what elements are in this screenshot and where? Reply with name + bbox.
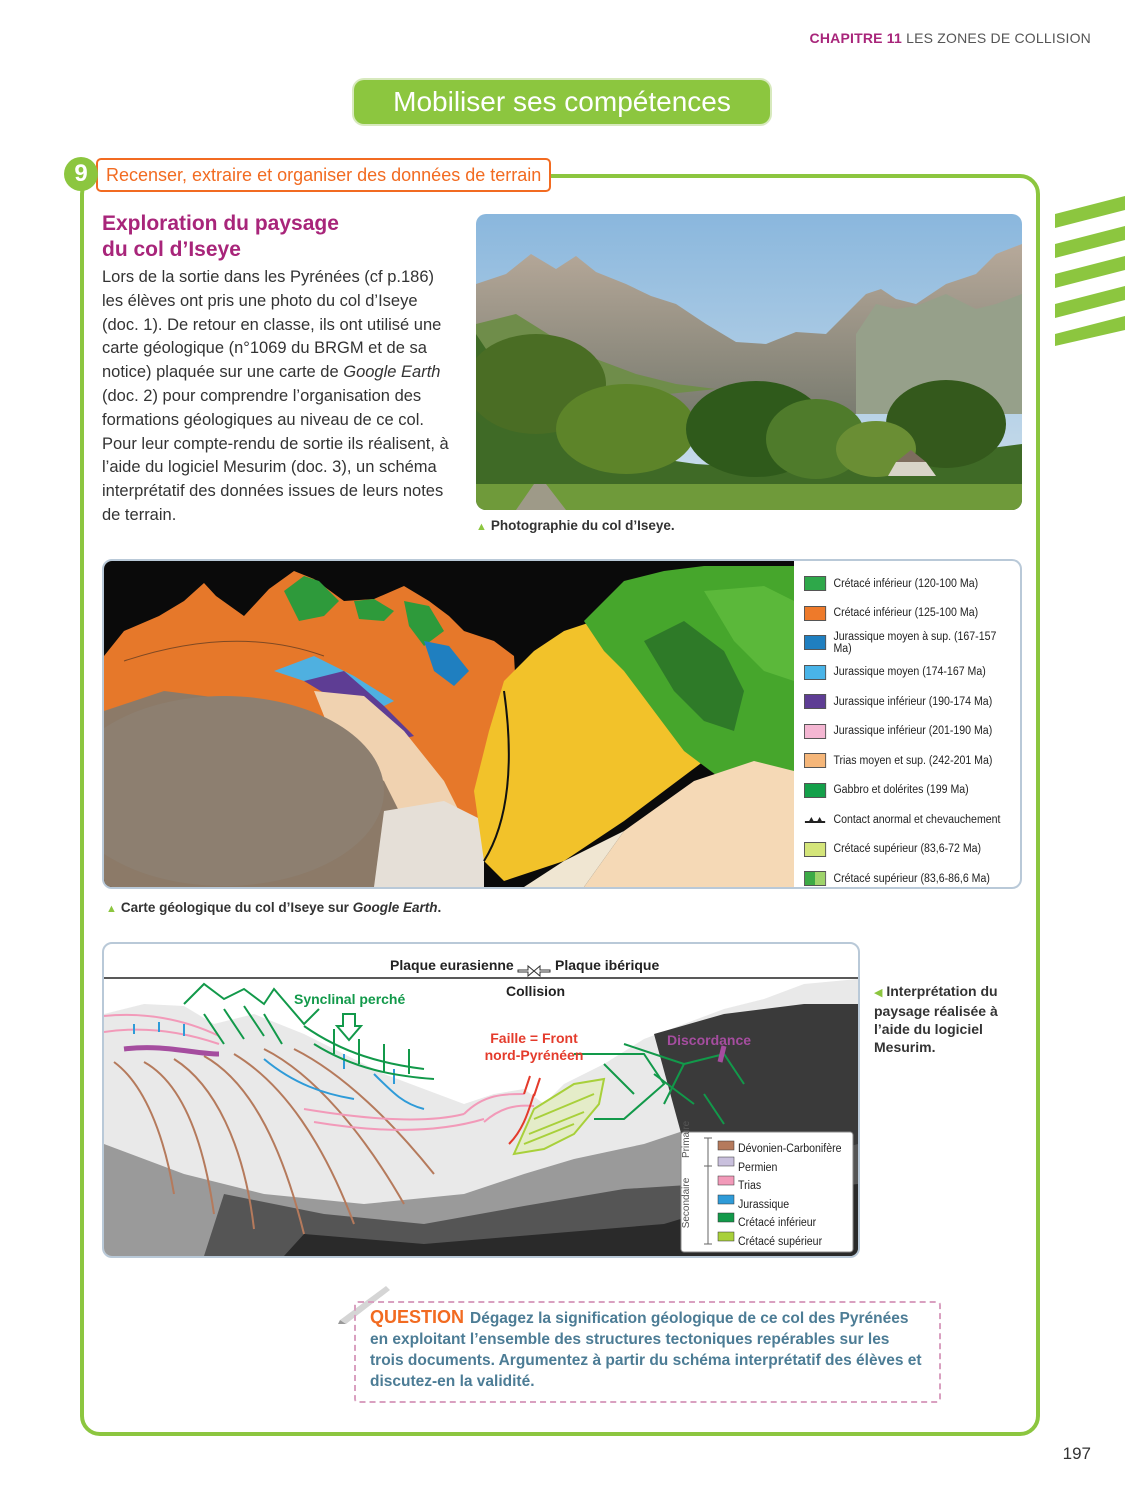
col-iseye-photo bbox=[476, 214, 1022, 510]
question-text: Dégagez la signification géologique de ce col des Pyrénées en exploitant l’ensemble des structures tectoniques repérables sur les trois documents. Argumentez à partir du schéma interprétatif des élèves et discutez-en la validité. bbox=[370, 1310, 922, 1390]
syncline-label: Synclinal perché bbox=[294, 991, 406, 1007]
legend-item bbox=[804, 717, 1002, 747]
legend-swatch bbox=[804, 665, 826, 680]
doc2-caption bbox=[106, 900, 441, 915]
discordance-label: Discordance bbox=[667, 1032, 752, 1048]
era-primaire-label: Primaire bbox=[681, 1120, 692, 1158]
doc1-caption-text: Photographie du col d’Iseye. bbox=[490, 518, 675, 533]
convergence-arrow-icon bbox=[518, 966, 534, 976]
legend-item bbox=[804, 658, 1002, 688]
doc3-caption-text: Interprétation du paysage réalisée à l’aide du logiciel Mesurim. bbox=[874, 983, 998, 1055]
legend-item bbox=[804, 628, 1002, 658]
legend-label: Jurassique inférieur (201-190 Ma) bbox=[833, 725, 993, 738]
geologic-map-legend bbox=[804, 569, 1019, 889]
doc2-caption-end: . bbox=[437, 900, 442, 915]
legend-item bbox=[804, 805, 1002, 835]
intro-text-part1: Lors de la sortie dans les Pyrénées (cf p.186) les élèves ont pris une photo du col d’Iseye (doc. 1). De retour en classe, ils ont utilisé une carte géologique (n°1069 du BRGM et de sa notice) plaquée sur une carte de bbox=[102, 268, 442, 382]
thrust-contact-icon bbox=[804, 813, 826, 827]
interpretive-schema-panel bbox=[102, 942, 860, 1258]
legend-label: Crétacé inférieur (120-100 Ma) bbox=[833, 577, 979, 590]
plate-eurasian-label: Plaque eurasienne bbox=[390, 957, 514, 973]
geologic-map-image bbox=[104, 561, 794, 887]
schema-legend-labels bbox=[738, 1140, 842, 1252]
decorative-stripes bbox=[1045, 196, 1125, 346]
legend-label: Gabbro et dolérites (199 Ma) bbox=[833, 784, 969, 797]
doc1-caption bbox=[476, 518, 675, 533]
caption-marker-icon: ◀ bbox=[874, 987, 883, 999]
exercise-number: 9 bbox=[64, 157, 98, 191]
legend-label: Crétacé inférieur (125-100 Ma) bbox=[833, 607, 979, 620]
legend-label: Crétacé supérieur (83,6-86,6 Ma) bbox=[833, 872, 990, 885]
intro-title bbox=[102, 211, 442, 263]
section-banner: Mobiliser ses compétences bbox=[354, 80, 770, 124]
fault-label-line1: Faille = Front bbox=[490, 1030, 578, 1046]
legend-label: Jurassique moyen (174-167 Ma) bbox=[833, 666, 986, 679]
legend-item bbox=[804, 687, 1002, 717]
schema-legend-label: Jurassique bbox=[738, 1198, 790, 1211]
legend-swatch bbox=[804, 635, 826, 650]
intro-text-part2: (doc. 2) pour comprendre l’organisation des formations géologiques au niveau de ce col. Pour leur compte-rendu de sortie ils réalisent, à l’aide du logiciel Mesurim (doc. 3), un schéma interprétatif des données issues de leurs notes de terrain. bbox=[102, 386, 449, 524]
legend-swatch bbox=[804, 753, 826, 768]
exercise-title: Recenser, extraire et organiser des données de terrain bbox=[96, 158, 551, 192]
schema-legend-label: Crétacé supérieur bbox=[738, 1235, 823, 1248]
chapter-title: LES ZONES DE COLLISION bbox=[906, 30, 1091, 46]
chapter-number: CHAPITRE 11 bbox=[809, 30, 902, 46]
legend-item bbox=[804, 569, 1002, 599]
legend-label: Jurassique moyen à sup. (167-157 Ma) bbox=[833, 630, 997, 655]
legend-label: Trias moyen et sup. (242-201 Ma) bbox=[833, 754, 993, 767]
plate-iberian-label: Plaque ibérique bbox=[555, 957, 660, 973]
era-secondaire-label: Secondaire bbox=[681, 1177, 692, 1229]
schema-legend-label: Dévonien-Carbonifère bbox=[738, 1143, 842, 1155]
schema-legend-label: Permien bbox=[738, 1161, 778, 1174]
legend-swatch bbox=[804, 842, 826, 857]
legend-swatch bbox=[804, 724, 826, 739]
question-box bbox=[354, 1301, 941, 1403]
doc3-caption bbox=[874, 982, 1024, 1056]
geologic-map-panel bbox=[102, 559, 1022, 889]
page-number: 197 bbox=[1062, 1444, 1091, 1463]
legend-swatch bbox=[804, 783, 826, 798]
legend-label: Jurassique inférieur (190-174 Ma) bbox=[833, 695, 993, 708]
intro-title-line1: Exploration du paysage bbox=[102, 212, 339, 235]
caption-marker-icon: ▲ bbox=[476, 521, 487, 533]
legend-swatch bbox=[804, 576, 826, 591]
legend-item bbox=[804, 776, 1002, 806]
doc2-caption-italic: Google Earth bbox=[352, 900, 438, 915]
convergence-arrow-icon bbox=[534, 966, 550, 976]
legend-swatch bbox=[804, 871, 826, 886]
legend-swatch bbox=[804, 694, 826, 709]
legend-item bbox=[804, 599, 1002, 629]
collision-label: Collision bbox=[506, 983, 566, 999]
legend-swatch bbox=[804, 606, 826, 621]
schema-legend-label: Crétacé inférieur bbox=[738, 1217, 817, 1230]
doc2-caption-text: Carte géologique du col d’Iseye sur bbox=[120, 900, 353, 915]
fault-label-line2: nord-Pyrénéen bbox=[484, 1047, 584, 1063]
fault-label bbox=[464, 1030, 604, 1064]
legend-label: Crétacé supérieur (83,6-72 Ma) bbox=[833, 843, 982, 856]
legend-item bbox=[804, 746, 1002, 776]
legend-item bbox=[804, 864, 1002, 889]
syncline-arrow-icon bbox=[337, 1014, 361, 1040]
intro-text-italic: Google Earth bbox=[343, 363, 441, 382]
legend-label: Contact anormal et chevauchement bbox=[833, 813, 1001, 826]
intro-title-line2: du col d’Iseye bbox=[102, 238, 241, 261]
chapter-header bbox=[810, 30, 1091, 46]
intro-paragraph bbox=[102, 266, 456, 528]
schema-legend-label: Trias bbox=[738, 1180, 762, 1193]
caption-marker-icon: ▲ bbox=[106, 903, 117, 915]
question-label: QUESTION bbox=[370, 1307, 465, 1327]
legend-item bbox=[804, 835, 1002, 865]
